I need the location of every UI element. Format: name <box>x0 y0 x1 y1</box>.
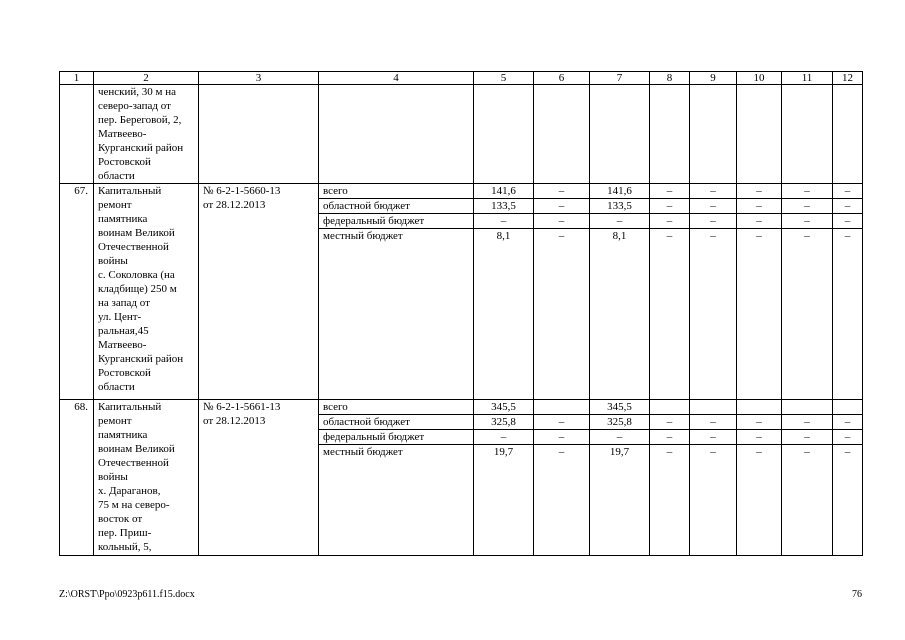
value-cell: – <box>782 184 833 199</box>
value-cell: – <box>650 229 690 400</box>
value-cell: – <box>650 430 690 445</box>
value-cell: – <box>782 199 833 214</box>
value-cell: 141,6 <box>474 184 534 199</box>
value-cell: – <box>534 445 590 556</box>
value-cell <box>833 85 863 184</box>
row-number-cell: 67. <box>60 184 94 400</box>
value-cell: – <box>590 214 650 229</box>
value-cell: 325,8 <box>474 415 534 430</box>
value-cell: – <box>474 214 534 229</box>
value-cell: – <box>534 430 590 445</box>
row-number-cell: 68. <box>60 400 94 556</box>
value-cell: – <box>782 214 833 229</box>
value-cell: – <box>534 229 590 400</box>
value-cell: – <box>833 415 863 430</box>
value-cell: – <box>534 199 590 214</box>
value-cell: 8,1 <box>590 229 650 400</box>
value-cell: – <box>737 430 782 445</box>
value-cell: – <box>833 199 863 214</box>
value-cell: – <box>782 229 833 400</box>
value-cell: 345,5 <box>590 400 650 415</box>
value-cell <box>737 85 782 184</box>
header-cell: 3 <box>199 72 319 85</box>
value-cell: 8,1 <box>474 229 534 400</box>
header-cell: 2 <box>94 72 199 85</box>
value-cell: – <box>833 184 863 199</box>
value-cell: – <box>650 214 690 229</box>
header-cell: 11 <box>782 72 833 85</box>
value-cell <box>650 85 690 184</box>
value-cell <box>737 400 782 415</box>
value-cell: – <box>690 199 737 214</box>
value-cell <box>833 400 863 415</box>
value-cell: – <box>690 229 737 400</box>
value-cell: – <box>833 445 863 556</box>
source-label: областной бюджет <box>319 199 474 214</box>
header-cell: 6 <box>534 72 590 85</box>
value-cell: – <box>737 229 782 400</box>
source-label: всего <box>319 184 474 199</box>
value-cell: – <box>737 445 782 556</box>
value-cell: – <box>833 214 863 229</box>
source-label: всего <box>319 400 474 415</box>
value-cell: – <box>690 184 737 199</box>
value-cell: – <box>534 214 590 229</box>
header-cell: 12 <box>833 72 863 85</box>
row-number-cell <box>60 85 94 184</box>
value-cell: – <box>650 184 690 199</box>
value-cell: – <box>833 229 863 400</box>
header-cell: 9 <box>690 72 737 85</box>
value-cell: 19,7 <box>590 445 650 556</box>
source-label: федеральный бюджет <box>319 214 474 229</box>
value-cell <box>534 400 590 415</box>
budget-table <box>59 71 863 556</box>
header-cell: 5 <box>474 72 534 85</box>
value-cell <box>474 85 534 184</box>
value-cell: – <box>690 430 737 445</box>
value-cell: – <box>833 430 863 445</box>
value-cell: – <box>690 445 737 556</box>
value-cell: – <box>650 415 690 430</box>
value-cell: 133,5 <box>590 199 650 214</box>
value-cell: – <box>650 445 690 556</box>
value-cell: – <box>737 184 782 199</box>
value-cell <box>782 400 833 415</box>
value-cell: – <box>782 445 833 556</box>
value-cell <box>782 85 833 184</box>
header-cell: 1 <box>60 72 94 85</box>
value-cell: 133,5 <box>474 199 534 214</box>
source-label: местный бюджет <box>319 229 474 400</box>
object-name-cell: Капитальный ремонт памятника воинам Великой Отечественной войны с. Соколовка (на кладбище) 250 м на запад от ул. Цент- ральная,45 Матвеево- Курганский район Ростовской области <box>94 184 199 400</box>
header-cell: 10 <box>737 72 782 85</box>
table-row <box>60 400 863 415</box>
header-cell: 7 <box>590 72 650 85</box>
value-cell <box>690 85 737 184</box>
object-name-cell: Капитальный ремонт памятника воинам Великой Отечественной войны х. Дараганов, 75 м на северо- восток от пер. Приш- кольный, 5, <box>94 400 199 556</box>
value-cell: – <box>737 214 782 229</box>
source-cell <box>319 85 474 184</box>
value-cell: – <box>782 415 833 430</box>
value-cell: – <box>590 430 650 445</box>
value-cell: 19,7 <box>474 445 534 556</box>
value-cell <box>650 400 690 415</box>
value-cell <box>690 400 737 415</box>
file-path-footer: Z:\ORST\Ppo\0923p611.f15.docx <box>59 589 195 600</box>
value-cell: – <box>534 184 590 199</box>
header-cell: 4 <box>319 72 474 85</box>
value-cell: – <box>690 214 737 229</box>
value-cell: – <box>474 430 534 445</box>
source-label: местный бюджет <box>319 445 474 556</box>
continuation-row <box>60 85 863 184</box>
source-label: федеральный бюджет <box>319 430 474 445</box>
value-cell: 325,8 <box>590 415 650 430</box>
document-cell <box>199 85 319 184</box>
column-number-row <box>60 72 863 85</box>
source-label: областной бюджет <box>319 415 474 430</box>
value-cell <box>590 85 650 184</box>
value-cell: – <box>782 430 833 445</box>
object-name-cell: ченский, 30 м на северо-запад от пер. Береговой, 2, Матвеево- Курганский район Ростовской области <box>94 85 199 184</box>
value-cell: 141,6 <box>590 184 650 199</box>
header-cell: 8 <box>650 72 690 85</box>
table-row <box>60 184 863 199</box>
value-cell: 345,5 <box>474 400 534 415</box>
document-cell: № 6-2-1-5661-13 от 28.12.2013 <box>199 400 319 556</box>
value-cell: – <box>650 199 690 214</box>
value-cell <box>534 85 590 184</box>
value-cell: – <box>690 415 737 430</box>
value-cell: – <box>534 415 590 430</box>
value-cell: – <box>737 415 782 430</box>
document-cell: № 6-2-1-5660-13 от 28.12.2013 <box>199 184 319 400</box>
value-cell: – <box>737 199 782 214</box>
page-number: 76 <box>852 589 862 600</box>
